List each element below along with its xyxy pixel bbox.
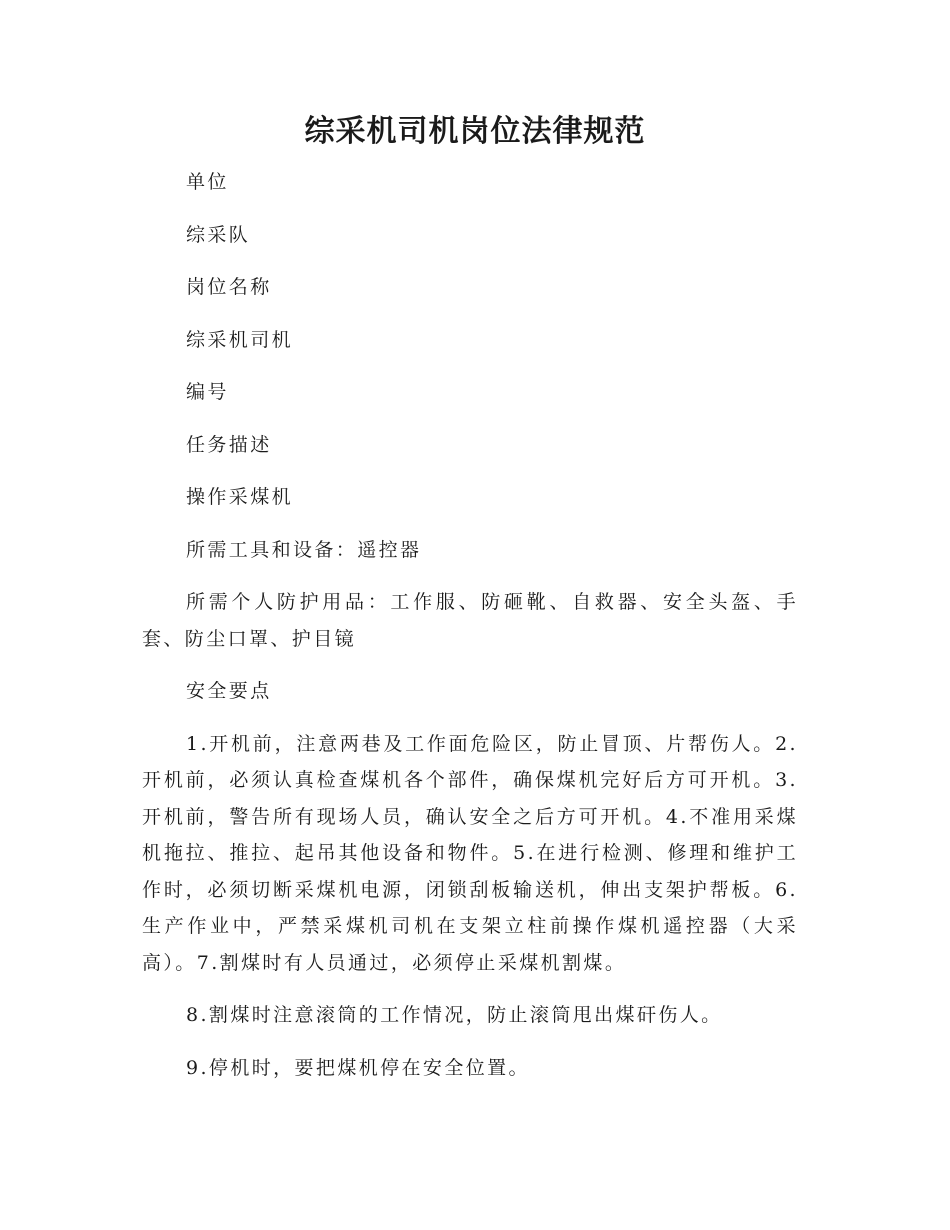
paragraph-safety-point-9: 9.停机时，要把煤机停在安全位置。 (186, 1056, 530, 1079)
paragraph-task-label: 任务描述 (186, 433, 272, 456)
paragraph-unit-label: 单位 (186, 171, 229, 193)
document-title: 综采机司机岗位法律规范 (304, 114, 646, 149)
paragraph-position-label: 岗位名称 (186, 276, 272, 298)
paragraph-number-label: 编号 (186, 381, 229, 403)
paragraph-task-value: 操作采煤机 (186, 486, 294, 508)
paragraph-unit-value: 综采队 (186, 223, 251, 246)
paragraph-protective-equipment: 所需个人防护用品：工作服、防砸靴、自救器、安全头盔、手套、防尘口罩、护目镜 (142, 591, 798, 650)
paragraph-position-value: 综采机司机 (186, 328, 294, 351)
paragraph-safety-points-1-7: 1.开机前，注意两巷及工作面危险区，防止冒顶、片帮伤人。2.开机前，必须认真检查煤机各个部件，确保煤机完好后方可开机。3.开机前，警告所有现场人员，确认安全之后方可开机。4.不准用采煤机拖拉、推拉、起吊其他设备和物件。5.在进行检测、修理和维护工作时，必须切断采煤机电源，闭锁刮板输送机，伸出支架护帮板。6.生产作业中，严禁采煤机司机在支架立柱前操作煤机遥控器（大采高）。7.割煤时有人员通过，必须停止采煤机割煤。 (142, 732, 798, 974)
paragraph-safety-point-8: 8.割煤时注意滚筒的工作情况，防止滚筒甩出煤矸伤人。 (186, 1004, 723, 1026)
paragraph-tools: 所需工具和设备：遥控器 (186, 538, 422, 561)
paragraph-safety-heading: 安全要点 (186, 680, 272, 702)
document-body (142, 164, 798, 1102)
